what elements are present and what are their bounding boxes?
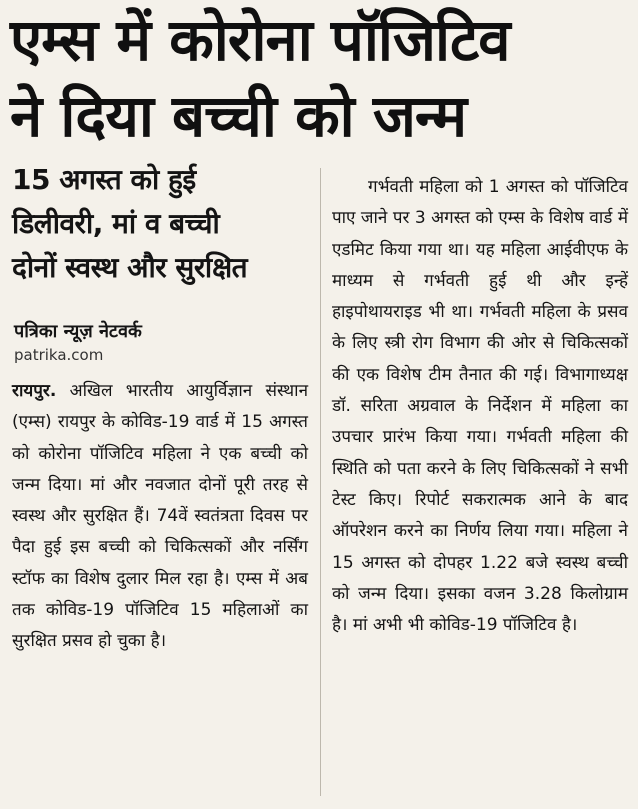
byline-website: patrika.com [14,346,104,364]
article-left-column [12,376,308,658]
article-paragraph-left [12,376,308,658]
headline-line-1: एम्स में कोरोना पॉजिटिव [10,6,510,74]
subheadline [12,158,312,290]
column-divider [320,168,321,796]
article-right-column [332,172,628,641]
subheadline-line-2: डिलीवरी, मां व बच्ची [12,207,220,240]
headline-line-2: ने दिया बच्ची को जन्म [10,82,467,150]
dateline: रायपुर. [12,381,57,401]
left-column-text: अखिल भारतीय आयुर्विज्ञान संस्थान (एम्स) रायपुर के कोविड-19 वार्ड में 15 अगस्त को कोरोना पॉजिटिव महिला ने एक बच्ची को जन्म दिया। मां और नवजात दोनों पूरी तरह से स्वस्थ और सुरक्षित हैं। 74वें स्वतंत्रता दिवस पर पैदा हुई इस बच्ची को चिकित्सकों और नर्सिंग स्टॉफ का विशेष दुलार मिल रहा है। एम्स में अब तक कोविड-19 पॉजिटिव 15 महिलाओं का सुरक्षित प्रसव हो चुका है। [12,381,309,652]
right-column-text: गर्भवती महिला को 1 अगस्त को पॉजिटिव पाए जाने पर 3 अगस्त को एम्स के विशेष वार्ड में एडमिट किया गया था। यह महिला आईवीएफ के माध्यम से गर्भवती हुई थी और इन्हें हाइपोथायराइड भी था। गर्भवती महिला के प्रसव के लिए स्त्री रोग विभाग की ओर से चिकित्सकों की एक विशेष टीम तैनात की गई। विभागाध्यक्ष डॉ. सरिता अग्रवाल के निर्देशन में महिला का उपचार प्रारंभ किया गया। गर्भवती महिला की स्थिति को पता करने के लिए चिकित्सकों ने सभी टेस्ट किए। रिपोर्ट सकरात्मक आने के बाद ऑपरेशन करने का निर्णय लिया गया। महिला ने 15 अगस्त को दोपहर 1.22 बजे स्वस्थ बच्ची को जन्म दिया। इसका वजन 3.28 किलोग्राम है। मां अभी भी कोविड-19 पॉजिटिव है। [332,177,628,636]
subheadline-line-3: दोनों स्वस्थ और सुरक्षित [12,251,248,284]
subheadline-line-1: 15 अगस्त को हुई [12,163,196,196]
byline [14,320,314,366]
byline-agency: पत्रिका न्यूज़ नेटवर्क [14,321,142,342]
headline [10,2,630,154]
